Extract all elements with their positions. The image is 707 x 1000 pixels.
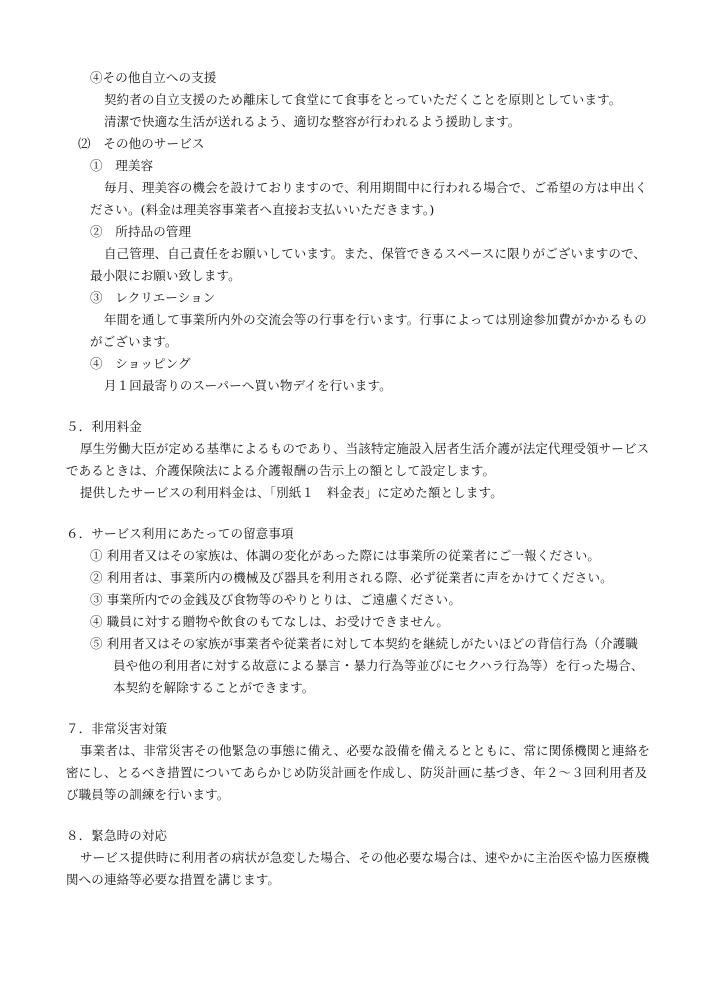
section-6-heading: ６．サービス利用にあたっての留意事項 xyxy=(66,526,294,541)
section-7-text-line: 事業者は、非常災害その他緊急の事態に備え、必要な設備を備えるとともに、常に関係機関と連絡を xyxy=(80,743,651,758)
service-heading-shopping: ④ ショッピング xyxy=(90,356,191,371)
notice-item-continuation: 員や他の利用者に対する故意による暴言・暴力行為等並びにセクハラ行為等）を行った場合、 xyxy=(113,658,644,673)
section-5-text-line: であるときは、介護保険法による介護報酬の告示上の額として設定します。 xyxy=(66,463,496,478)
section-8-text-line: 関への連絡等必要な措置を講じます。 xyxy=(66,872,281,887)
service-text-line: 年間を通して事業所内外の交流会等の行事を行います。行事によっては別途参加費がかかるもの xyxy=(104,312,647,327)
notice-item: ④ 職員に対する贈物や飲食のもてなしは、お受けできません。 xyxy=(90,614,450,629)
service-text-line: ださい。(料金は理美容事業者へ直接お支払いいただきます。) xyxy=(90,202,435,217)
service-text-line: 自己管理、自己責任をお願いしています。また、保管できるスペースに限りがございますので、 xyxy=(104,246,647,261)
section-8-text-line: サービス提供時に利用者の病状が急変した場合、その他必要な場合は、速やかに主治医や協力医療機 xyxy=(80,850,650,865)
notice-item: ① 利用者又はその家族は、体調の変化があった際には事業所の従業者にご一報ください。 xyxy=(90,548,600,563)
section-5-heading: ５．利用料金 xyxy=(66,419,142,434)
service-text-line: がございます。 xyxy=(90,334,178,349)
service-text-line: 毎月、理美容の機会を設けておりますので、利用期間中に行われる場合で、ご希望の方は申出く xyxy=(104,180,648,195)
notice-item: ③ 事業所内での金銭及び食物等のやりとりは、ご遠慮ください。 xyxy=(90,592,461,607)
item-4-heading: ④その他自立への支援 xyxy=(90,70,217,85)
service-heading-hairdressing: ① 理美容 xyxy=(90,158,154,173)
service-text-line: 最小限にお願い致します。 xyxy=(90,268,241,283)
section-other-services-heading: ⑵ その他のサービス xyxy=(78,136,205,151)
section-7-text-line: び職員等の訓練を行います。 xyxy=(66,787,230,802)
item-4-text-line: 契約者の自立支援のため離床して食堂にて食事をとっていただくことを原則としています。 xyxy=(104,92,622,107)
service-heading-recreation: ③ レクリエーション xyxy=(90,290,216,305)
service-heading-belongings: ② 所持品の管理 xyxy=(90,224,192,239)
notice-item: ⑤ 利用者又はその家族が事業者や従業者に対して本契約を継続しがたいほどの背信行為（介護職 xyxy=(90,636,639,651)
section-7-text-line: 密にし、とるべき措置についてあらかじめ防災計画を作成し、防災計画に基づき、年２～３回利用者及 xyxy=(66,765,648,780)
section-5-text-line: 厚生労働大臣が定める基準によるものであり、当該特定施設入居者生活介護が法定代理受領サービス xyxy=(80,441,650,456)
service-text-line: 月１回最寄りのスーパーへ買い物デイを行います。 xyxy=(104,378,392,393)
section-8-heading: ８．緊急時の対応 xyxy=(66,828,168,843)
notice-item: ② 利用者は、事業所内の機械及び器具を利用される際、必ず従業者に声をかけてください。 xyxy=(90,570,613,585)
section-7-heading: ７．非常災害対策 xyxy=(66,721,168,736)
notice-item-continuation: 本契約を解除することができます。 xyxy=(113,680,315,695)
section-5-text-line: 提供したサービスの利用料金は、「別紙１ 料金表」に定めた額とします。 xyxy=(80,485,503,500)
item-4-text-line: 清潔で快適な生活が送れるよう、適切な整容が行われるよう援助します。 xyxy=(104,114,521,129)
